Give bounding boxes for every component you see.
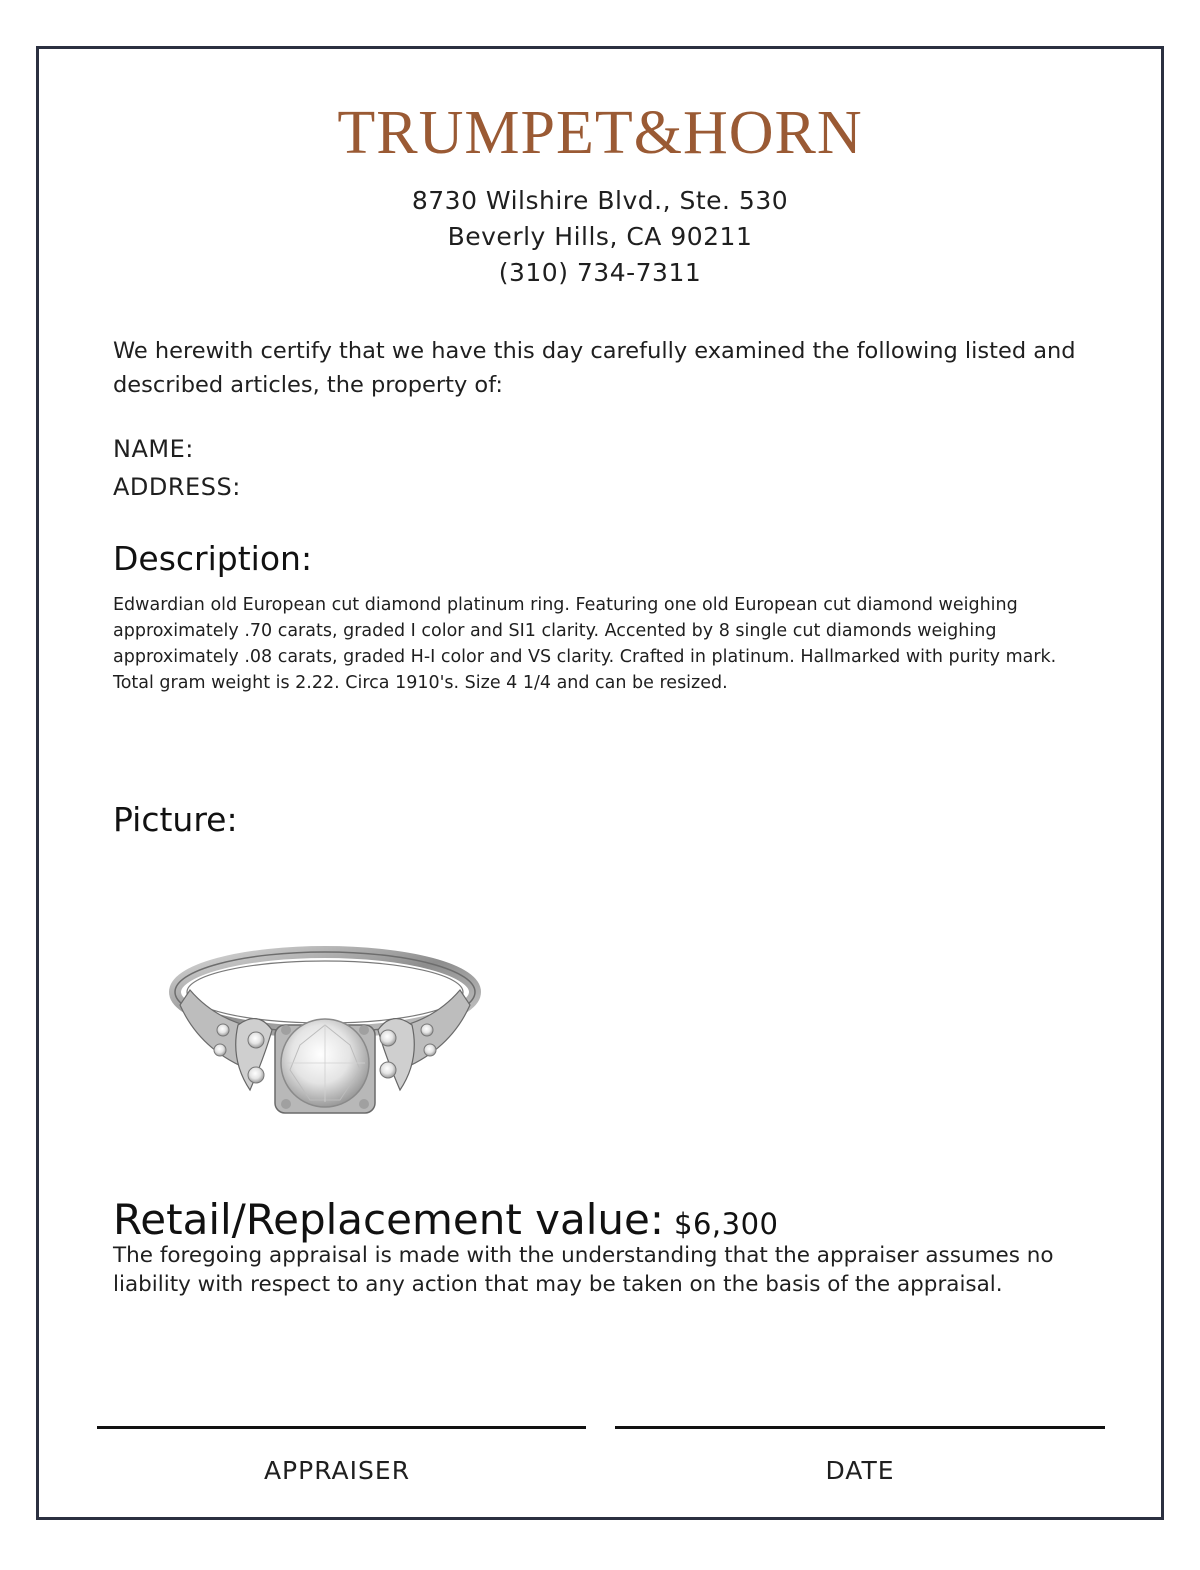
description-heading: Description: — [113, 539, 313, 578]
liability-disclaimer: The foregoing appraisal is made with the understanding that the appraiser assumes no liability with respect to any action that may be taken on the basis of the appraisal. — [113, 1243, 1054, 1297]
address-label: ADDRESS: — [113, 473, 241, 501]
certification-statement: We herewith certify that we have this day carefully examined the following listed and described articles, the property of: — [113, 338, 1076, 398]
appraiser-signature-line[interactable] — [97, 1426, 586, 1429]
description-text: Edwardian old European cut diamond platinum ring. Featuring one old European cut diamond weighing approximately .70 carats, graded I color and SI1 clarity. Accented by 8 single cut diamonds weighing approximately .08 carats, graded H-I color and VS clarity. Crafted in platinum. Hallmarked with purity mark. Total gram weight is 2.22. Circa 1910's. Size 4 1/4 and can be resized. — [113, 595, 1057, 693]
date-label: DATE — [825, 1456, 895, 1485]
address-line-1: 8730 Wilshire Blvd., Ste. 530 — [411, 186, 789, 215]
appraiser-label: APPRAISER — [263, 1456, 411, 1485]
phone-number: (310) 734-7311 — [498, 258, 702, 287]
ring-image — [160, 930, 490, 1120]
retail-value-amount: $6,300 — [674, 1207, 779, 1241]
name-label: NAME: — [113, 435, 194, 463]
picture-heading: Picture: — [113, 800, 238, 839]
address-line-2: Beverly Hills, CA 90211 — [447, 222, 753, 251]
date-signature-line[interactable] — [615, 1426, 1105, 1429]
company-logo: TRUMPET&HORN — [337, 99, 863, 167]
retail-value-label: Retail/Replacement value: — [113, 1195, 665, 1244]
